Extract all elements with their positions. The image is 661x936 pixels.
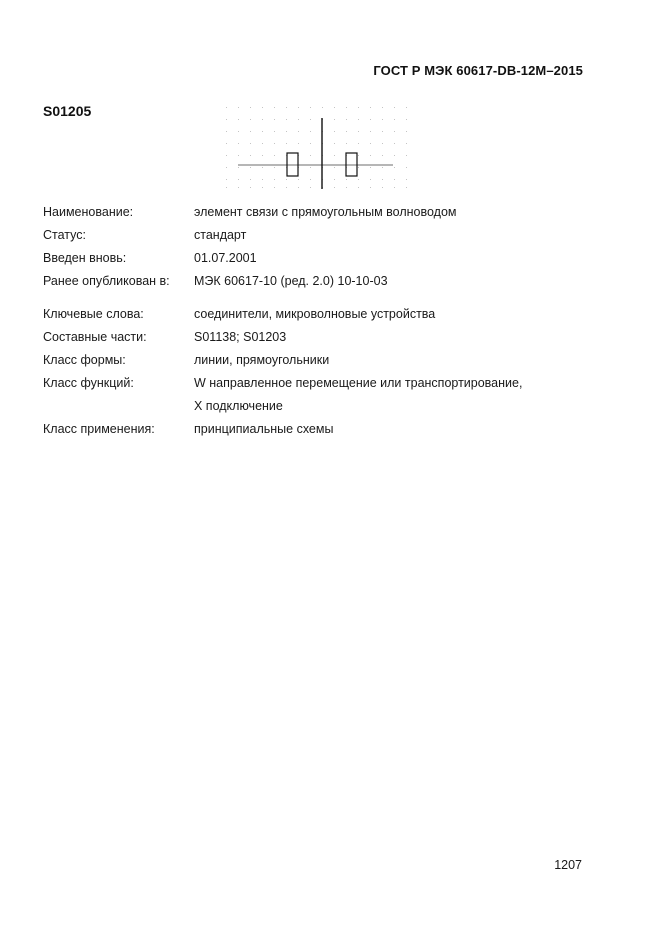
field-label: Ранее опубликован в: [43,274,170,288]
field-label: Статус: [43,228,86,242]
symbol-diagram [220,100,415,195]
field-label: Класс формы: [43,353,126,367]
field-name [43,204,522,227]
field-value: соединители, микроволновые устройства [194,307,436,321]
field-previously-published [43,273,522,296]
field-introduced [43,250,522,273]
field-components [43,329,522,352]
field-label: Введен вновь: [43,251,127,265]
field-value: 01.07.2001 [194,251,257,265]
field-shape-class [43,352,522,375]
field-value: принципиальные схемы [194,422,334,436]
dot-grid [226,107,407,188]
field-label: Класс функций: [43,376,134,390]
field-value: МЭК 60617-10 (ред. 2.0) 10-10-03 [194,274,388,288]
page-number: 1207 [554,858,582,872]
field-value: стандарт [194,228,247,242]
symbol-fields [43,204,522,444]
standard-code-header: ГОСТ Р МЭК 60617-DB-12M–2015 [373,63,583,78]
field-label: Ключевые слова: [43,307,144,321]
field-keywords [43,306,522,329]
field-label: Наименование: [43,205,134,219]
group-spacer [43,296,522,306]
symbol-id: S01205 [43,103,92,119]
field-label: Класс применения: [43,422,155,436]
field-application-class [43,421,522,444]
field-label: Составные части: [43,330,147,344]
field-value: элемент связи с прямоугольным волноводом [194,205,457,219]
field-label [43,398,194,421]
field-function-class [43,375,522,398]
field-value: X подключение [194,399,283,413]
field-value: S01138; S01203 [194,330,287,344]
field-status [43,227,522,250]
field-value: линии, прямоугольники [194,353,330,367]
field-function-class-continued [43,398,522,421]
field-value: W направленное перемещение или транспортирование, [194,376,523,390]
